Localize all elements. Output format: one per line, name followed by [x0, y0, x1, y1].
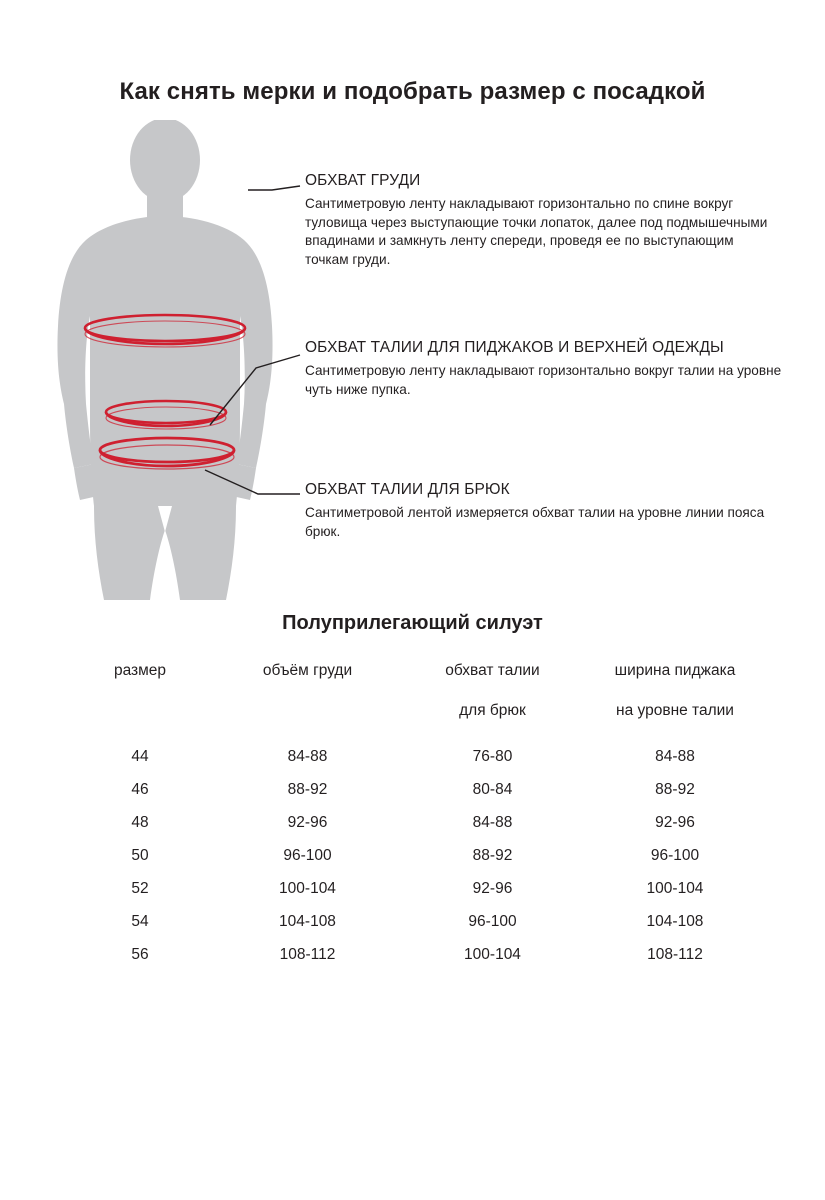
cell-chest: 108-112 [279, 945, 336, 963]
col-header-jacket-width [585, 660, 765, 740]
cell-size: 46 [131, 780, 149, 798]
col-header-chest-line2 [215, 682, 400, 740]
cell-size: 56 [131, 945, 149, 963]
table-row [65, 773, 765, 806]
col-header-waist-line2: для брюк [459, 702, 526, 719]
callout-jacket-waist-heading: ОБХВАТ ТАЛИИ ДЛЯ ПИДЖАКОВ И ВЕРХНЕЙ ОДЕЖДЫ [305, 339, 724, 356]
cell-waist: 80-84 [472, 780, 513, 798]
cell-waist: 96-100 [468, 912, 517, 930]
callout-trouser-waist-body: Сантиметровой лентой измеряется обхват талии на уровне линии пояса брюк. [305, 505, 765, 539]
col-header-size-line1: размер [113, 662, 167, 679]
cell-jacket-width: 104-108 [646, 912, 704, 930]
size-table-title: Полуприлегающий силуэт [282, 612, 543, 634]
col-header-size-line2 [65, 682, 215, 740]
col-header-chest [215, 660, 400, 740]
table-row [65, 872, 765, 905]
table-row [65, 938, 765, 971]
cell-waist: 88-92 [472, 846, 513, 864]
callout-chest-body: Сантиметровую ленту накладывают горизонтально по спине вокруг туловища через выступающие точки лопаток, далее под подмышечными впадинами и замкнуть ленту спереди, проведя ее по выступающим точкам груди. [305, 196, 768, 267]
cell-jacket-width: 108-112 [647, 945, 703, 963]
cell-jacket-width: 96-100 [650, 846, 700, 864]
page-title: Как снять мерки и подобрать размер с посадкой [119, 78, 706, 105]
cell-jacket-width: 84-88 [655, 747, 695, 765]
cell-chest: 92-96 [287, 813, 328, 831]
table-row [65, 740, 765, 773]
table-row [65, 839, 765, 872]
col-header-jacket-width-line1: ширина пиджака [614, 662, 736, 679]
cell-chest: 104-108 [279, 912, 336, 930]
cell-waist: 92-96 [472, 879, 513, 897]
callout-jacket-waist [305, 339, 805, 399]
cell-size: 48 [131, 813, 149, 831]
callout-jacket-waist-body: Сантиметровую ленту накладывают горизонтально вокруг талии на уровне чуть ниже пупка. [305, 363, 782, 397]
table-header-row [65, 660, 765, 740]
cell-size: 52 [131, 879, 149, 897]
body-silhouette [57, 120, 272, 600]
callout-trouser-waist [305, 481, 775, 541]
size-table [65, 660, 765, 971]
cell-jacket-width: 88-92 [655, 780, 695, 798]
cell-waist: 84-88 [472, 813, 513, 831]
col-header-waist [400, 660, 585, 740]
cell-chest: 88-92 [287, 780, 328, 798]
cell-jacket-width: 100-104 [646, 879, 704, 897]
cell-chest: 100-104 [279, 879, 336, 897]
cell-size: 44 [131, 747, 149, 765]
cell-size: 54 [131, 912, 149, 930]
cell-jacket-width: 92-96 [655, 813, 695, 831]
cell-waist: 76-80 [472, 747, 513, 765]
callout-chest [305, 172, 775, 269]
col-header-size [65, 660, 215, 740]
callout-trouser-waist-heading: ОБХВАТ ТАЛИИ ДЛЯ БРЮК [305, 481, 510, 498]
cell-waist: 100-104 [464, 945, 521, 963]
table-row [65, 806, 765, 839]
cell-chest: 84-88 [287, 747, 328, 765]
col-header-chest-line1: объём груди [262, 662, 353, 679]
male-body-diagram [20, 120, 310, 610]
cell-chest: 96-100 [283, 846, 332, 864]
table-row [65, 905, 765, 938]
col-header-waist-line1: обхват талии [445, 662, 540, 679]
callout-chest-heading: ОБХВАТ ГРУДИ [305, 172, 421, 189]
cell-size: 50 [131, 846, 149, 864]
col-header-jacket-width-line2: на уровне талии [616, 702, 734, 719]
